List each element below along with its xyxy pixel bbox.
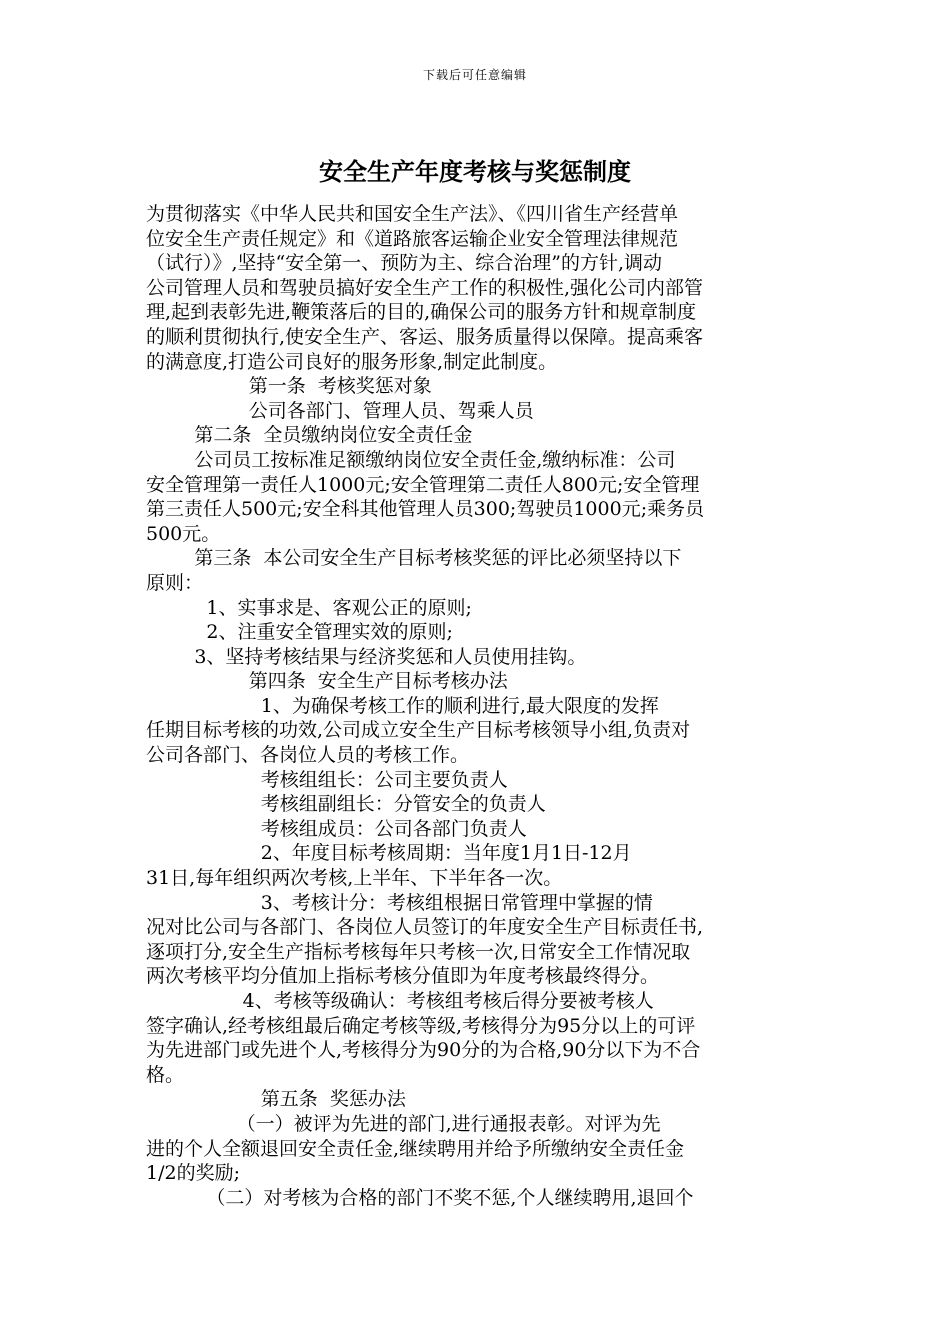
body-line: 况对比公司与各部门、各岗位人员签订的年度安全生产目标责任书, [146, 916, 704, 939]
body-line: 2、年度目标考核周期：当年度1月1日-12月 [146, 842, 632, 865]
body-line: 公司员工按标准足额缴纳岗位安全责任金,缴纳标准：公司 [146, 448, 676, 471]
body-line: 1、为确保考核工作的顺利进行,最大限度的发挥 [146, 694, 659, 717]
document-title: 安全生产年度考核与奖惩制度 [319, 157, 631, 186]
body-line: 的满意度,打造公司良好的服务形象,制定此制度。 [146, 350, 558, 373]
body-line: （试行）》,坚持“安全第一、预防为主、综合治理”的方针,调动 [146, 252, 663, 275]
body-line: 3、考核计分：考核组根据日常管理中掌握的情 [146, 891, 653, 914]
body-line: 考核组成员：公司各部门负责人 [146, 817, 527, 840]
body-line: 第四条 安全生产目标考核办法 [146, 670, 508, 693]
body-line: 4、考核等级确认：考核组考核后得分要被考核人 [146, 990, 654, 1012]
body-line: 两次考核平均分值加上指标考核分值即为年度考核最终得分。 [146, 965, 660, 988]
page-header: 下载后可任意编辑 [422, 68, 527, 82]
body-line: 签字确认,经考核组最后确定考核等级,考核得分为95分以上的可评 [146, 1014, 696, 1037]
body-line: 考核组副组长：分管安全的负责人 [146, 793, 546, 816]
body-line: 进的个人全额退回安全责任金,继续聘用并给予所缴纳安全责任金 [146, 1137, 685, 1160]
body-line: 31日,每年组织两次考核,上半年、下半年各一次。 [146, 867, 563, 890]
body-line: 第三条 本公司安全生产目标考核奖惩的评比必须坚持以下 [146, 547, 682, 570]
body-line: 考核组组长：公司主要负责人 [146, 768, 508, 791]
body-line: 的顺利贯彻执行,使安全生产、客运、服务质量得以保障。提高乘客 [146, 325, 704, 348]
body-line: 理,起到表彰先进,鞭策落后的目的,确保公司的服务方针和规章制度 [146, 301, 697, 324]
body-line: 公司各部门、各岗位人员的考核工作。 [146, 744, 470, 767]
body-line: 500元。 [146, 522, 221, 545]
body-line: 为贯彻落实《中华人民共和国安全生产法》、《四川省生产经营单 [146, 203, 679, 225]
body-line: 2、注重安全管理实效的原则; [146, 621, 453, 644]
body-line: 逐项打分,安全生产指标考核每年只考核一次,日常安全工作情况取 [146, 940, 691, 963]
body-line: 原则： [146, 571, 204, 594]
body-line: 公司各部门、管理人员、驾乘人员 [146, 399, 534, 422]
body-line: 1/2的奖励; [146, 1162, 240, 1185]
body-line: （一）被评为先进的部门,进行通报表彰。对评为先 [146, 1112, 661, 1135]
body-line: 1、实事求是、客观公正的原则; [146, 596, 472, 619]
body-line: 第五条 奖惩办法 [146, 1088, 406, 1111]
body-line: 第二条 全员缴纳岗位安全责任金 [146, 424, 473, 447]
body-line: 为先进部门或先进个人,考核得分为90分的为合格,90分以下为不合 [146, 1039, 701, 1062]
document-body [146, 202, 806, 1210]
body-line: 位安全生产责任规定》和《道路旅客运输企业安全管理法律规范 [146, 227, 679, 250]
body-line: 第三责任人500元;安全科其他管理人员300;驾驶员1000元;乘务员 [146, 498, 705, 521]
body-line: 第一条 考核奖惩对象 [146, 375, 432, 398]
body-line: 格。 [146, 1063, 185, 1086]
body-line: 3、坚持考核结果与经济奖惩和人员使用挂钩。 [146, 645, 587, 668]
body-line: 安全管理第一责任人1000元;安全管理第二责任人800元;安全管理 [146, 473, 700, 496]
body-line: （二）对考核为合格的部门不奖不惩,个人继续聘用,退回个 [146, 1186, 694, 1209]
body-line: 任期目标考核的功效,公司成立安全生产目标考核领导小组,负责对 [146, 719, 691, 742]
body-line: 公司管理人员和驾驶员搞好安全生产工作的积极性,强化公司内部管 [146, 276, 704, 299]
